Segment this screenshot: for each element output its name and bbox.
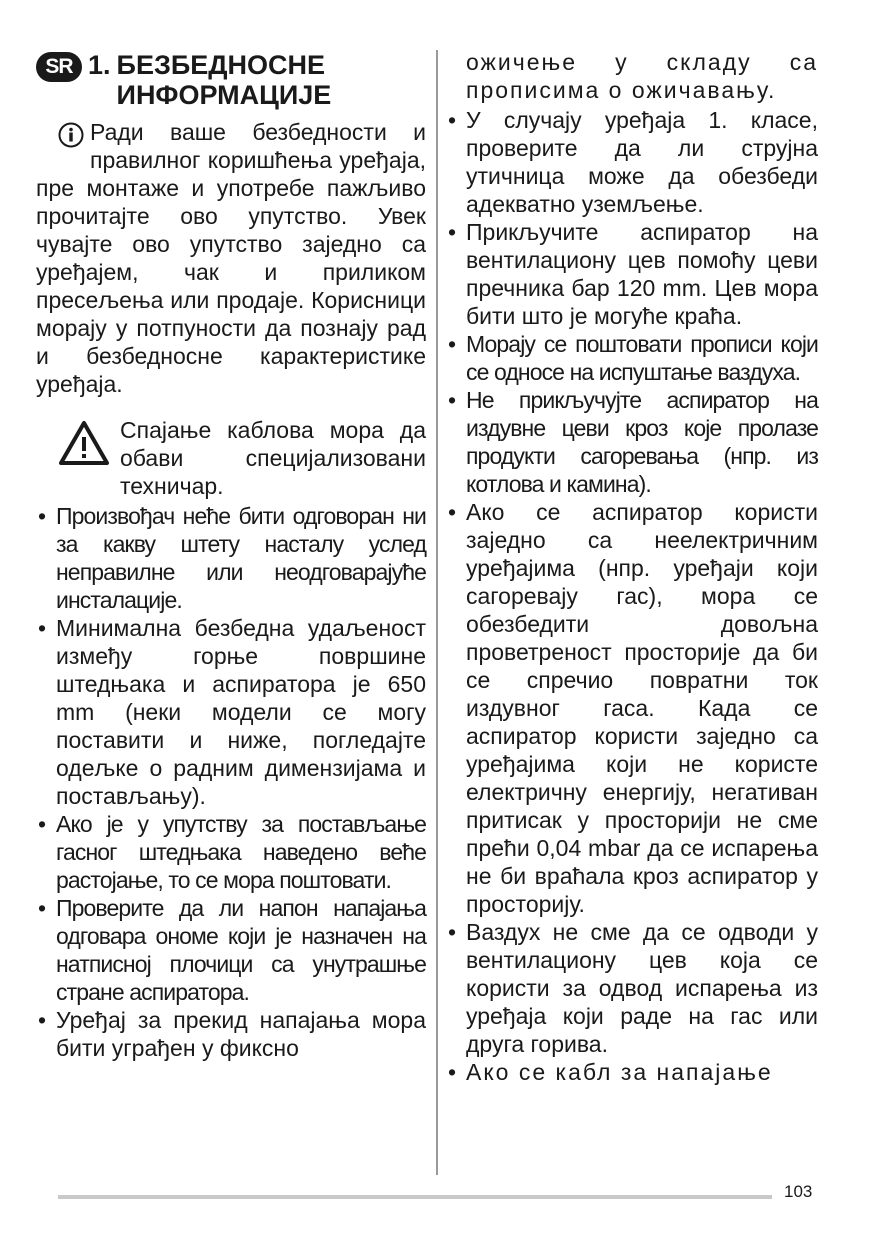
list-item: • Произвођач неће бити одговоран ни за какву штету насталу услед неправилне или неодговарајуће инсталације. (36, 502, 426, 614)
section-heading (36, 48, 426, 110)
left-bullet-list (36, 502, 426, 1062)
page-number: 103 (784, 1182, 813, 1201)
section-number: 1. (88, 50, 111, 80)
list-item: • Не прикључујте аспиратор на издувне цеви кроз које пролазе продукти сагоревања (нпр. из котлова и камина). (446, 386, 818, 498)
list-item: • Проверите да ли напон напајања одговара ономе који је назначен на натписној плочици са унутрашње стране аспиратора. (36, 894, 426, 1006)
list-item: • Минимална безбедна удаљеност између горње површине штедњака и аспиратора је 650 mm (неки модели се могу поставити и ниже, погледајте одељке о радним димензијама и постављању). (36, 614, 426, 810)
warning-block (36, 416, 426, 500)
list-item: • Ако се аспиратор користи заједно са неелектричним уређајима (нпр. уређаји који сагоревају гас), мора се обезбедити довољна проветреност просторије да би се спречио повратни ток издувног гаса. Када се аспиратор користи заједно са уређајима који не користе електричну енергију, негативан притисак у просторији не сме прећи 0,04 mbar да се испарења не би враћала кроз аспиратор у просторију. (446, 498, 818, 918)
list-item: • Ваздух не сме да се одводи у вентилациону цев која се користи за одвод испарења из уређаја који раде на гас или друга горива. (446, 918, 818, 1058)
list-item: • У случају уређаја 1. класе, проверите да ли струјна утичница може да обезбеди адекватно уземљење. (446, 106, 818, 218)
warning-text: Спајање каблова мора да обави специјализовани техничар. (120, 417, 426, 499)
right-bullet-list (446, 106, 818, 1086)
intro-paragraph (36, 118, 426, 398)
left-column (36, 48, 426, 1062)
list-item: • Морају се поштовати прописи који се односе на испуштање ваздуха. (446, 330, 818, 386)
list-item: • Ако је у упутству за постављање гасног штедњака наведено веће растојање, то се мора поштовати. (36, 810, 426, 894)
section-title: БЕЗБЕДНОСНЕ ИНФОРМАЦИЈЕ (116, 50, 332, 110)
right-column (446, 48, 818, 1086)
list-item: • Уређај за прекид напајања мора бити уграђен у фиксно (36, 1006, 426, 1062)
footer-rule (58, 1195, 772, 1199)
column-divider (436, 50, 438, 1175)
info-icon (58, 122, 84, 148)
list-item: • Ако се кабл за напајање (446, 1058, 818, 1086)
language-badge: SR (36, 52, 82, 82)
list-item: • Прикључите аспиратор на вентилациону цев помоћу цеви пречника бар 120 mm. Цев мора бити што је могуће краћа. (446, 218, 818, 330)
warning-triangle-icon (58, 420, 110, 466)
continuation-text: ожичење у складу са прописима о ожичавању. (466, 49, 818, 103)
intro-text: Ради ваше безбедности и правилног коришћења уређаја, пре монтаже и употребе пажљиво прочитајте ово упутство. Увек чувајте ово упутство заједно са уређајем, чак и приликом пресељења или продаје. Корисници морају у потпуности да познају рад и безбедносне карактеристике уређаја. (36, 119, 426, 397)
